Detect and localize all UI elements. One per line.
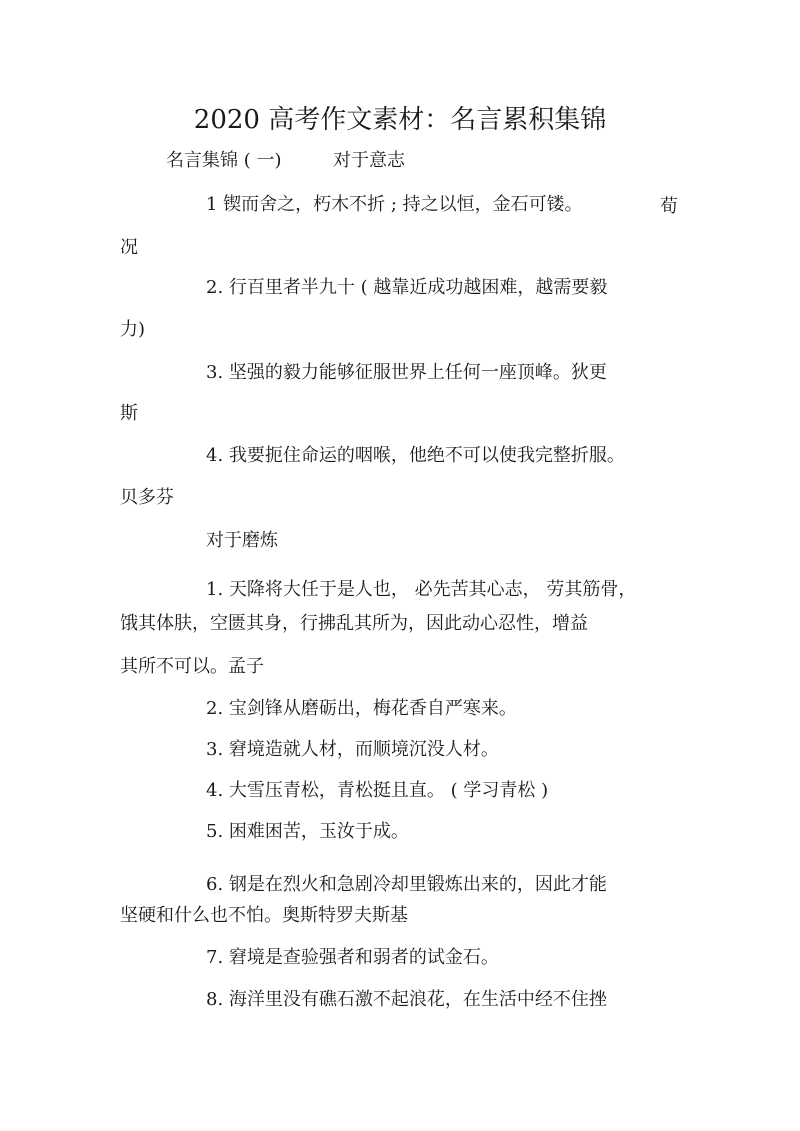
page-title: 2020 高考作文素材：名言累积集锦 [193,105,607,135]
trial-6-line-2: 坚硬和什么也不怕。奥斯特罗夫斯基 [120,905,408,926]
quote-3-cont: 斯 [120,403,138,424]
trial-5: 5. 困难困苦，玉汝于成。 [206,821,409,842]
quote-1-author-end: 况 [120,237,138,258]
trial-6-line-1: 6. 钢是在烈火和急剧冷却里锻炼出来的，因此才能 [206,874,607,895]
trial-2: 2. 宝剑锋从磨砺出，梅花香自严寒来。 [206,698,517,719]
quote-4-text: 4. 我要扼住命运的咽喉，他绝不可以使我完整折服。 [206,445,625,466]
quote-2-cont: 力) [120,319,146,340]
topic-heading-trials: 对于磨炼 [206,530,278,551]
quote-3-text: 3. 坚强的毅力能够征服世界上任何一座顶峰。狄更 [206,362,607,383]
section-heading: 名言集锦 ( 一) [166,150,282,171]
quote-4-cont: 贝多芬 [120,487,174,508]
trial-8: 8. 海洋里没有礁石激不起浪花，在生活中经不住挫 [206,989,607,1010]
quote-2-text: 2. 行百里者半九十 ( 越靠近成功越困难，越需要毅 [206,277,608,298]
trial-1-line-1: 1. 天降将大任于是人也， 必先苦其心志， 劳其筋骨， [206,579,637,600]
trial-1-line-3: 其所不可以。孟子 [120,656,264,677]
trial-1-line-2: 饿其体肤，空匮其身，行拂乱其所为，因此动心忍性，增益 [120,613,588,634]
trial-4: 4. 大雪压青松，青松挺且直。 ( 学习青松 ) [206,780,549,801]
trial-7: 7. 窘境是查验强者和弱者的试金石。 [206,947,499,968]
topic-heading-will: 对于意志 [333,150,405,171]
quote-1-author-start: 荀 [660,196,678,217]
quote-1-text: 1 锲而舍之，朽木不折 ; 持之以恒，金石可镂。 [206,194,583,215]
trial-3: 3. 窘境造就人材，而顺境沉没人材。 [206,739,499,760]
